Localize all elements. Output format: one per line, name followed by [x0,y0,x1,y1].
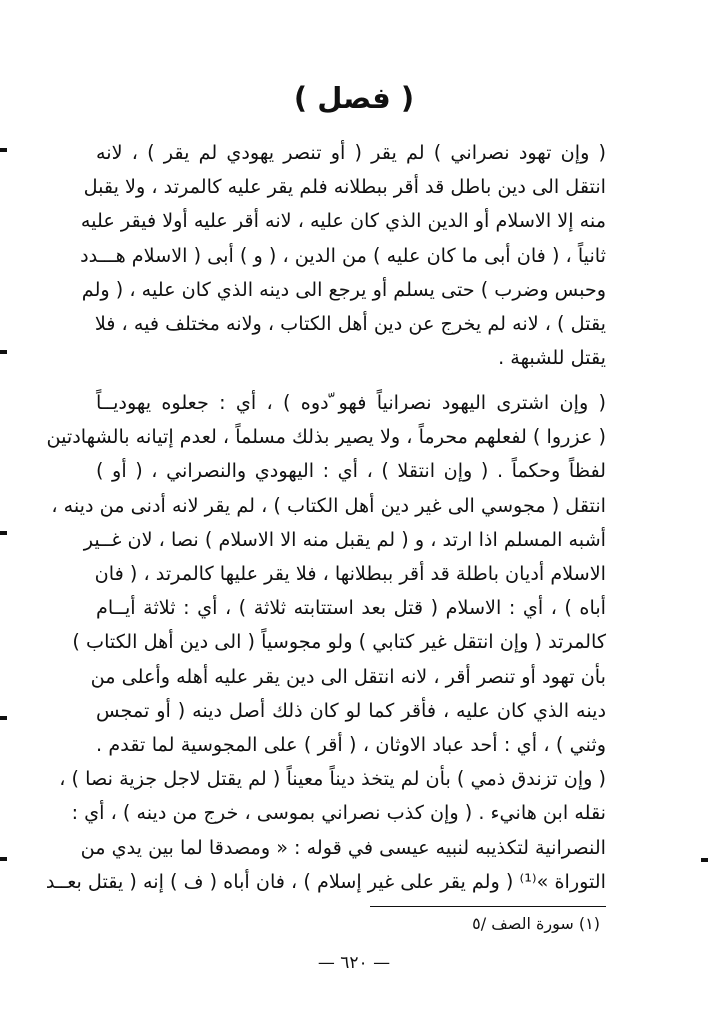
text-line: ( عزروا ) لفعلهم محرماً ، ولا يصير بذلك مسلماً ، لعدم إتيانه بالشهادتين [46,425,606,449]
text-line: ( وإن تهود نصراني ) لم يقر ( أو تنصر يهودي لم يقر ) ، لانه [96,141,606,164]
text-line: وثني ) ، أي : أحد عباد الاوثان ، ( أقر ) على المجوسية لما تقدم . [96,733,606,757]
text-line: كالمرتد ( وإن انتقل غير كتابي ) ولو مجوسياً ( الى دين أهل الكتاب ) [72,630,606,654]
text-line: ثانياً ، ( فان أبى ما كان عليه ) من الدين ، ( و ) أبى ( الاسلام هـــدد [80,243,606,267]
text-line: منه إلا الاسلام أو الدين الذي كان عليه ، لانه أقر عليه أولا فيقر عليه [80,209,606,233]
text-line: النصرانية لتكذيبه لنبيه عيسى في قوله : « ومصدقا لما بين يدي من [80,835,606,859]
text-line: أشبه المسلم اذا ارتد ، و ( لم يقبل منه الا الاسلام ) نصا ، لان غــير [83,527,606,551]
margin-mark [0,350,7,354]
text-line: يقتل ) ، لانه لم يخرج عن دين أهل الكتاب ، ولانه مختلف فيه ، فلا [94,312,606,336]
text-line: دينه الذي كان عليه ، فأقر كما لو كان ذلك أصل دينه ( أو تمجس [96,698,606,722]
paragraph-2 [45,386,606,899]
text-line: التوراة »⁽¹⁾ ( ولم يقر على غير إسلام ) ، فان أباه ( ف ) إنه ( يقتل بعــد [45,869,606,893]
text-line: بأن تهود أو تنصر أقر ، لانه انتقل الى دين يقر عليه أهله وأعلى من [90,664,606,688]
margin-mark [701,858,708,862]
margin-mark [0,857,7,861]
text-line: أباه ) ، أي : الاسلام ( قتل بعد استتابته ثلاثة ) ، أي : ثلاثة أيــام [96,596,606,620]
text-line: ( وإن تزندق ذمي ) بأن لم يتخذ ديناً معيناً ( لم يقتل لاجل جزية نصا ) ، [59,767,606,791]
text-line: يقتل للشبهة . [498,346,606,370]
footnote: (١) سورة الصف /٥ [472,914,600,933]
paragraph-1 [80,136,606,375]
text-line: نقله ابن هانيء . ( وإن كذب نصراني بموسى ، خرج من دينه ) ، أي : [71,801,606,825]
page-number: — ٦٢٠ — [317,953,391,973]
text-line: ( وإن اشترى اليهود نصرانياً فهو ّدوه ) ، أي : جعلوه يهوديــاً [96,391,606,414]
text-line: لفظاً وحكماً . ( وإن انتقلا ) ، أي : اليهودي والنصراني ، ( أو ) [96,459,606,483]
margin-mark [0,716,7,720]
margin-mark [0,531,7,535]
text-line: وحبس وضرب ) حتى يسلم أو يرجع الى دينه الذي كان عليه ، ( ولم [81,277,606,301]
margin-mark [0,148,7,152]
section-heading: ( فصل ) [293,81,415,115]
footnote-divider [370,906,606,907]
text-line: الاسلام أديان باطلة قد أقر ببطلانها ، فلا يقر عليها كالمرتد ، ( فان [94,562,606,586]
text-line: انتقل الى دين باطل قد أقر ببطلانه فلم يقر عليه كالمرتد ، ولا يقبل [83,175,606,199]
text-line: انتقل ( مجوسي الى غير دين أهل الكتاب ) ، لم يقر لانه أدنى من دينه ، [51,493,606,517]
